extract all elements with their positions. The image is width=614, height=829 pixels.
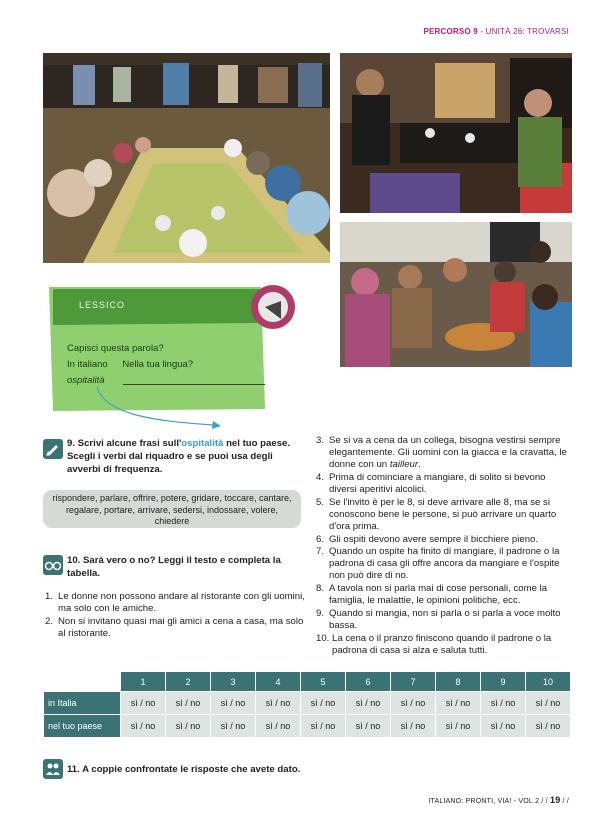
statement-number: 9. [316, 608, 325, 619]
statement-text: A tavola non si parla mai di cose personali, come la famiglia, le malattie, le opinioni politiche, ecc. [329, 583, 548, 607]
statement-6 [316, 534, 574, 546]
answer-cell[interactable]: sì / no [256, 692, 300, 714]
statement-text: Gli ospiti devono avere sempre il bicchiere pieno. [329, 534, 539, 545]
statement-number: 2. [45, 616, 54, 627]
answer-cell[interactable]: sì / no [301, 715, 345, 737]
statement-number: 5. [316, 497, 325, 508]
exercise-9-text-after: nel tuo paese. Scegli i verbi dal riquadro e se puoi usa degli avverbi di frequenza. [67, 438, 291, 476]
glossary-question: Capisci questa parola? [67, 343, 164, 354]
statement-text: Quando si mangia, non si parla o si parla a voce molto bassa. [329, 608, 561, 632]
answer-cell[interactable]: sì / no [166, 692, 210, 714]
exercise-11-text: A coppie confrontate le risposte che avete dato. [79, 764, 301, 775]
answer-cell[interactable]: sì / no [526, 715, 570, 737]
statement-2 [45, 616, 307, 640]
glossary-col-italian: In italiano [67, 359, 108, 370]
table-col-header: 6 [346, 672, 390, 691]
exercise-11-number: 11. [67, 764, 80, 775]
table-col-header: 4 [256, 672, 300, 691]
exercise-10-number: 10. [67, 555, 81, 566]
page-number: 19 [549, 795, 561, 805]
answer-cell[interactable]: sì / no [211, 715, 255, 737]
table-corner [44, 672, 120, 691]
answer-cell[interactable]: sì / no [436, 692, 480, 714]
table-col-header: 1 [121, 672, 165, 691]
pair-work-icon [43, 759, 63, 779]
statement-8 [316, 583, 574, 607]
statement-5 [316, 497, 574, 534]
page-footer [428, 795, 569, 805]
table-row [44, 692, 570, 714]
table-col-header: 5 [301, 672, 345, 691]
photo-sharing-dish [340, 222, 572, 367]
answer-cell[interactable]: sì / no [391, 692, 435, 714]
statement-10 [316, 633, 574, 657]
exercise-9-number: 9. [67, 438, 76, 449]
footer-book: ITALIANO: PRONTI, VIA! - VOL.2 [428, 798, 540, 805]
exercise-9-instruction [67, 437, 307, 477]
statement-text: Se l'invito è per le 8, si deve arrivare alle 8, ma se si conoscono bene le persone, si può arrivare un quarto d'ora prima. [329, 497, 557, 533]
statement-number: 3. [316, 435, 325, 446]
statement-number: 4. [316, 472, 325, 483]
answer-cell[interactable]: sì / no [166, 715, 210, 737]
statement-number: 6. [316, 534, 325, 545]
answer-cell[interactable]: sì / no [211, 692, 255, 714]
answer-cell[interactable]: sì / no [391, 715, 435, 737]
footer-sep: / / [539, 798, 550, 805]
photo-hostess-serving [340, 53, 572, 213]
answer-cell[interactable]: sì / no [346, 692, 390, 714]
exercise-9-text-before: Scrivi alcune frasi sull' [75, 438, 182, 449]
glossary-columns [67, 359, 205, 370]
answer-cell[interactable]: sì / no [256, 715, 300, 737]
exercise-11-instruction [67, 764, 300, 775]
table-col-header: 7 [391, 672, 435, 691]
statement-number: 7. [316, 546, 325, 557]
exercise-10-text: Sarà vero o no? Leggi il testo e completa la tabella. [67, 555, 281, 580]
statement-text: La cena o il pranzo finiscono quando il padrone o la padrona di casa si alza e saluta tutti. [332, 633, 552, 657]
statement-number: 8. [316, 583, 325, 594]
verb-box: rispondere, parlare, offrire, potere, gridare, toccare, cantare, regalare, portare, arrivare, sedersi, indossare, volere, chiedere [43, 490, 301, 528]
table-col-header: 2 [166, 672, 210, 691]
glossary-col-native: Nella tua lingua? [122, 359, 194, 370]
statement-1 [45, 591, 307, 615]
answer-cell[interactable]: sì / no [481, 692, 525, 714]
table-header-row [44, 672, 570, 691]
statement-italic: tailleur [389, 459, 419, 471]
glossary-title: LESSICO [79, 300, 126, 310]
table-col-header: 10 [526, 672, 570, 691]
answer-cell[interactable]: sì / no [301, 692, 345, 714]
table-row-label: nel tuo paese [44, 715, 120, 737]
connector-arrow [95, 385, 225, 440]
answer-cell[interactable]: sì / no [436, 715, 480, 737]
table-col-header: 3 [211, 672, 255, 691]
statement-text: Non si invitano quasi mai gli amici a cena a casa, ma solo al ristorante. [58, 616, 304, 640]
statement-text: Prima di cominciare a mangiare, di solito si bevono diversi aperitivi alcolici. [329, 472, 546, 496]
statement-4 [316, 472, 574, 496]
statement-text: Quando un ospite ha finito di mangiare, il padrone o la padrona di casa gli offre ancora da mangiare e l'ospite non può dire di no. [329, 546, 560, 582]
answer-cell[interactable]: sì / no [526, 692, 570, 714]
answer-cell[interactable]: sì / no [481, 715, 525, 737]
statement-3 [316, 435, 574, 472]
answer-cell[interactable]: sì / no [346, 715, 390, 737]
photo-group-dinner-tent [43, 53, 330, 263]
header-percorso: PERCORSO 9 [423, 27, 478, 36]
table-row-label: in Italia [44, 692, 120, 714]
footer-end: / / [560, 798, 569, 805]
statement-number: 10. [316, 633, 330, 644]
statement-text-end: . [418, 459, 421, 471]
statement-text: Se si va a cena da un collega, bisogna vestirsi sempre elegantemente. Gli uomini con la giacca e la cravatta, le donne con un [329, 435, 567, 471]
answer-cell[interactable]: sì / no [121, 692, 165, 714]
exercise-10-instruction [67, 554, 307, 580]
glossary-word: ospitalità [67, 375, 105, 386]
table-col-header: 8 [436, 672, 480, 691]
statement-7 [316, 546, 574, 583]
statement-number: 1. [45, 591, 54, 602]
reading-glasses-icon [43, 555, 63, 575]
table-row [44, 715, 570, 737]
exercise-9-highlight: ospitalità [181, 438, 224, 449]
answer-cell[interactable]: sì / no [121, 715, 165, 737]
header-unita: - UNITÀ 26: TROVARSI [477, 27, 569, 36]
writing-icon [43, 439, 63, 459]
running-header [423, 27, 569, 36]
table-col-header: 9 [481, 672, 525, 691]
answer-table [43, 671, 571, 738]
statement-text: Le donne non possono andare al ristorante con gli uomini, ma solo con le amiche. [58, 591, 305, 615]
statement-9 [316, 608, 574, 632]
